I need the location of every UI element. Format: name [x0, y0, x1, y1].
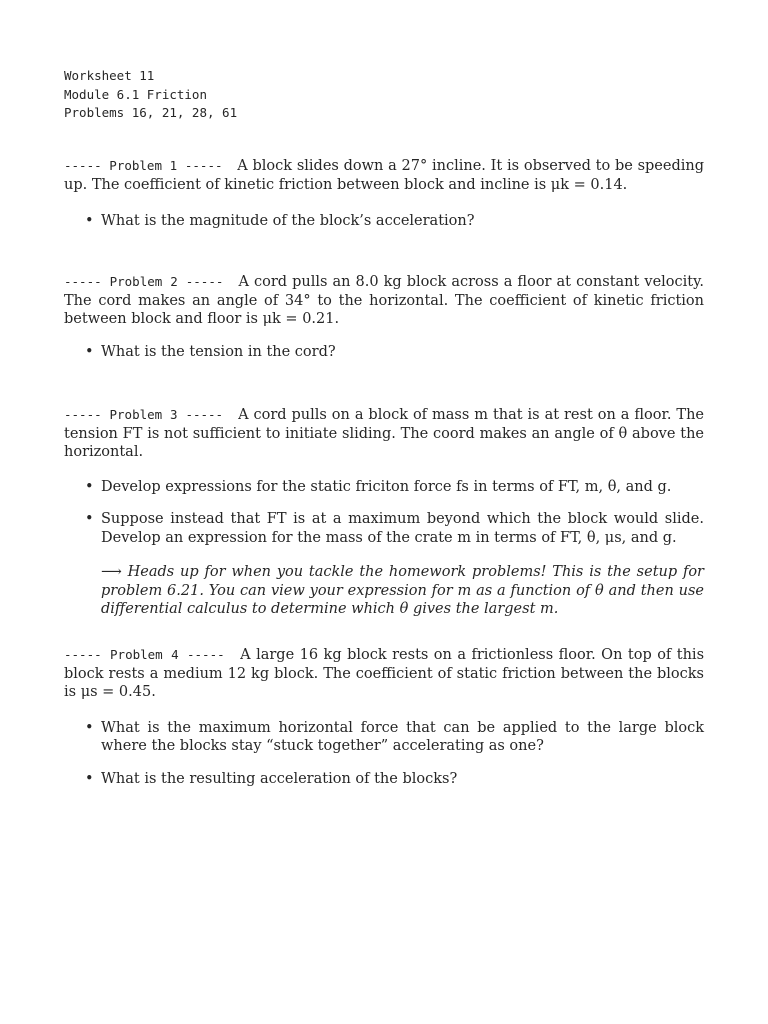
problem-label: ----- Problem 2 -----	[64, 274, 224, 289]
problem-intro	[64, 157, 704, 194]
question-text: What is the tension in the cord?	[101, 343, 336, 360]
problem-list: Problems 16, 21, 28, 61	[64, 105, 238, 120]
note-text: Heads up for when you tackle the homework problems! This is the setup for problem 6.21. You can view your expression for m as a function of θ and then use differential calculus to determine which θ gives the largest m.	[101, 564, 704, 617]
question-item	[64, 478, 704, 497]
bullet-icon: •	[85, 770, 94, 787]
question-list	[64, 212, 704, 231]
problem-intro	[64, 646, 704, 702]
problem-1	[64, 157, 704, 231]
worksheet-title: Worksheet 11	[64, 68, 155, 83]
question-text: Develop expressions for the static friciton force fs in terms of FT, m, θ, and g.	[101, 478, 672, 495]
question-list	[64, 478, 704, 548]
problem-label: ----- Problem 1 -----	[64, 158, 223, 173]
problem-2	[64, 273, 704, 361]
question-text: What is the magnitude of the block’s acceleration?	[101, 213, 475, 229]
arrow-icon: ⟶	[101, 564, 122, 580]
question-item	[64, 343, 704, 362]
question-item	[64, 212, 704, 231]
problem-statement: A block slides down a 27° incline. It is observed to be speeding up. The coefficient of kinetic friction between block and incline is μk = 0.14.	[64, 158, 704, 193]
question-text: What is the resulting acceleration of the blocks?	[101, 770, 458, 787]
problem-statement: A cord pulls on a block of mass m that is at rest on a floor. The tension FT is not sufficient to initiate sliding. The coord makes an angle of θ above the horizontal.	[64, 407, 704, 460]
module-title: Module 6.1 Friction	[64, 86, 207, 102]
problem-3	[64, 406, 704, 619]
problem-statement: A cord pulls an 8.0 kg block across a floor at constant velocity. The cord makes an angle of 34° to the horizontal. The coefficient of kinetic friction between block and floor is μk = 0.21.	[64, 274, 704, 327]
bullet-icon: •	[85, 343, 94, 360]
worksheet-header	[64, 67, 237, 123]
question-item	[64, 770, 704, 789]
bullet-icon: •	[85, 719, 94, 736]
problem-4	[64, 646, 704, 788]
bullet-icon: •	[85, 511, 94, 527]
problem-intro	[64, 273, 704, 329]
question-list	[64, 719, 704, 789]
problem-label: ----- Problem 3 -----	[64, 407, 224, 422]
problem-intro	[64, 406, 704, 462]
bullet-icon: •	[85, 213, 94, 229]
question-text: Suppose instead that FT is at a maximum beyond which the block would slide. Develop an expression for the mass of the crate m in terms of FT, θ, μs, and g.	[101, 511, 704, 546]
problem-label: ----- Problem 4 -----	[64, 647, 225, 662]
question-text: What is the maximum horizontal force that can be applied to the large block where the blocks stay “stuck together” accelerating as one?	[101, 719, 704, 754]
question-item	[64, 719, 704, 756]
question-list	[64, 343, 704, 362]
homework-note	[101, 563, 704, 619]
question-item	[64, 510, 704, 547]
problem-statement: A large 16 kg block rests on a frictionless floor. On top of this block rests a medium 12 kg block. The coefficient of static friction between the blocks is μs = 0.45.	[64, 647, 705, 700]
bullet-icon: •	[85, 478, 94, 495]
